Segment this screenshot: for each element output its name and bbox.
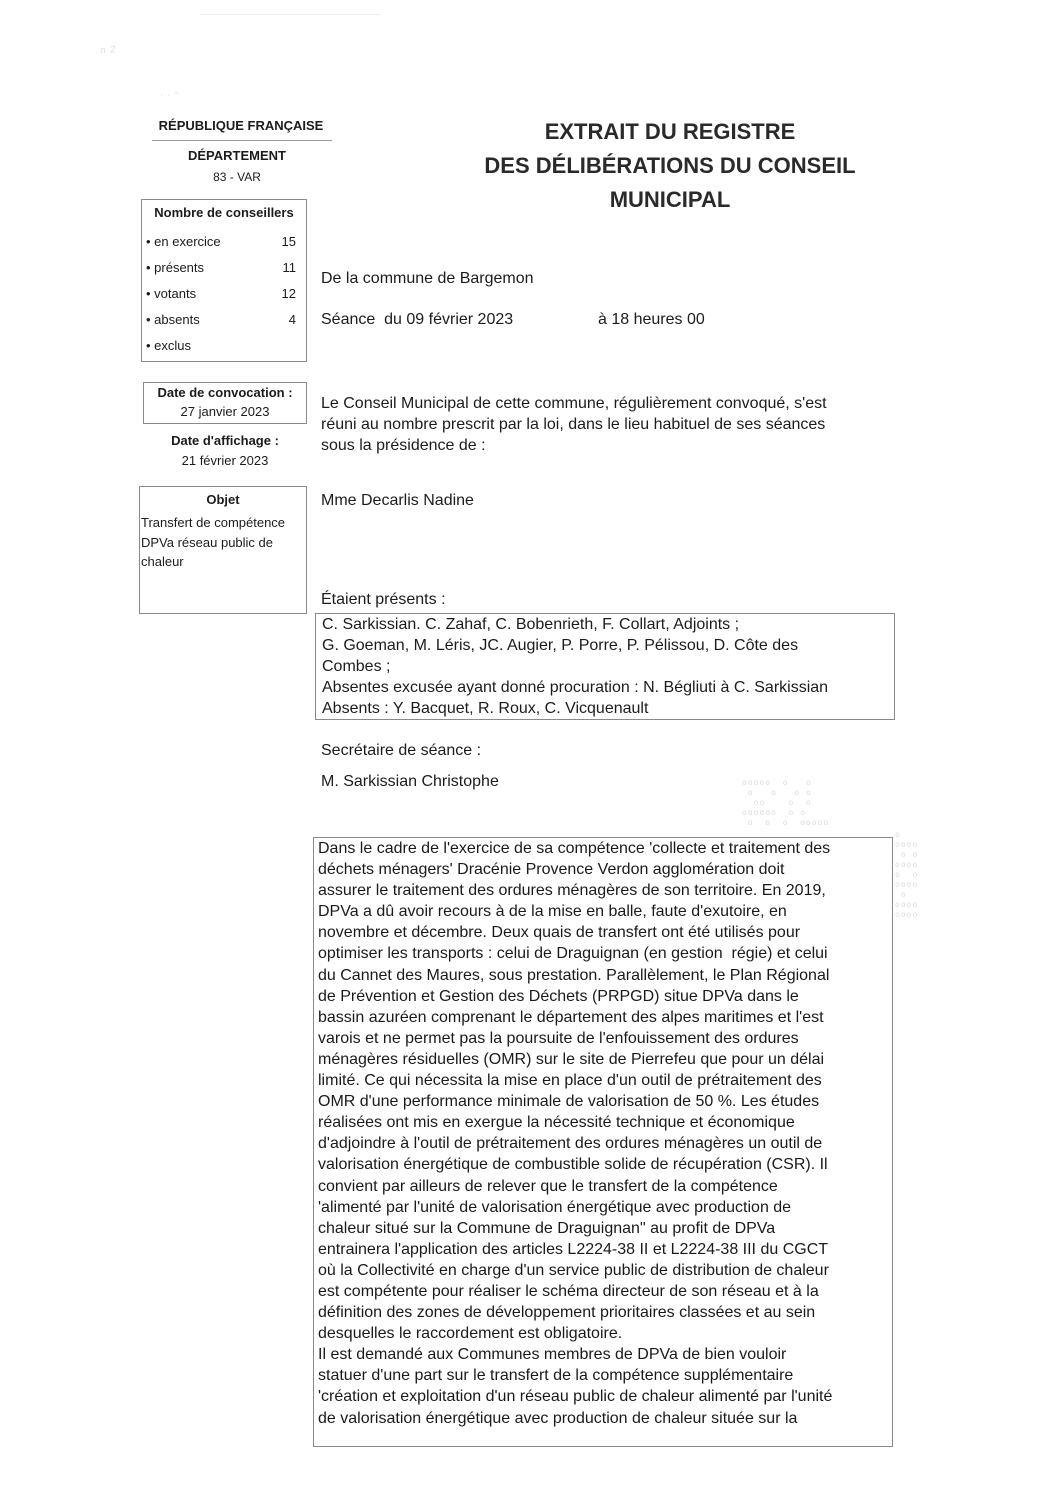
deliberation-line: est compétente pour réaliser le schéma directeur de son réseau et à la — [318, 1282, 819, 1300]
president-name: Mme Decarlis Nadine — [321, 492, 474, 509]
deliberation-line: limité. Ce qui nécessita la mise en place d'un outil de prétraitement des — [318, 1072, 822, 1090]
secretary-name: M. Sarkissian Christophe — [321, 773, 499, 790]
councillors-row-value: 11 — [282, 260, 296, 275]
deliberation-line: 'alimenté par l'unité de valorisation énergétique avec production de — [318, 1198, 792, 1216]
councillors-row-label: • absents — [146, 312, 200, 327]
deliberation-box — [313, 837, 893, 1447]
title-line: DES DÉLIBÉRATIONS DU CONSEIL — [484, 153, 856, 178]
councillors-row-value: 15 — [281, 234, 296, 249]
councillors-row-value: 4 — [288, 312, 296, 327]
attendance-box — [315, 613, 895, 720]
deliberation-line: entrainera l'application des articles L2224-38 II et L2224-38 III du CGCT — [318, 1240, 829, 1258]
attendance-line: Absentes excusée ayant donné procuration : N. Bégliuti à C. Sarkissian — [322, 679, 829, 696]
deliberation-line: bassin azuréen comprenant le département des alpes maritimes et l'est — [318, 1008, 824, 1026]
councillors-box — [141, 199, 307, 362]
posting-date-label: Date d'affichage : — [171, 433, 279, 448]
councillors-row-value: 12 — [281, 286, 296, 301]
subject-line: Transfert de compétence — [141, 515, 286, 530]
scan-artifact-dots: ooooo o o o o o o oo o o oooooo o o o o o ooooo — [742, 778, 830, 827]
deliberation-line: convient par ailleurs de relever que le transfert de la compétence — [318, 1177, 778, 1195]
deliberation-line: ménagères résiduelles (OMR) sur le site de Pierrefeu que pour un délai — [318, 1050, 825, 1068]
deliberation-line: de Prévention et Gestion des Déchets (PRPGD) situe DPVa dans le — [318, 987, 799, 1005]
subject-text — [141, 513, 307, 572]
deliberation-line: statuer d'une part sur le transfert de la compétence supplémentaire — [318, 1367, 794, 1385]
convocation-date-label: Date de convocation : — [157, 385, 293, 400]
deliberation-line: novembre et décembre. Deux quais de transfert ont été utilisés pour — [318, 924, 801, 942]
deliberation-line: définition des zones de développement prioritaires classées et au sein — [318, 1304, 816, 1322]
attendance-line: Combes ; — [322, 658, 391, 675]
deliberation-line: assurer le traitement des ordures ménagères de son territoire. En 2019, — [318, 882, 826, 900]
secretary-label: Secrétaire de séance : — [321, 742, 482, 759]
subject-box — [139, 486, 307, 614]
title-line: EXTRAIT DU REGISTRE — [544, 119, 796, 144]
intro-line: Le Conseil Municipal de cette commune, régulièrement convoqué, s'est — [321, 395, 827, 412]
deliberation-line: réalisées ont mis en exergue la nécessité technique et économique — [318, 1114, 795, 1132]
scan-artifact-dots: o oooo o o oooo o o oooo o oooo oooo — [895, 830, 919, 919]
deliberation-line: Dans le cadre de l'exercice de sa compétence 'collecte et traitement des — [318, 840, 831, 857]
document-title — [390, 115, 950, 217]
attendance-line: C. Sarkissian. C. Zahaf, C. Bobenrieth, F. Collart, Adjoints ; — [322, 616, 740, 633]
deliberation-line: déchets ménagers' Dracénie Provence Verdon agglomération doit — [318, 861, 785, 879]
scan-artifact-line — [200, 14, 380, 15]
councillors-heading: Nombre de conseillers — [154, 205, 294, 220]
divider — [152, 140, 332, 141]
councillors-row-label: • votants — [146, 286, 197, 301]
deliberation-line: desquelles le raccordement est obligatoire. — [318, 1325, 623, 1343]
deliberation-line: varois et ne permet pas la poursuite de l'enfouissement des ordures — [318, 1029, 799, 1047]
deliberation-line: où la Collectivité en charge d'un service public de distribution de chaleur — [318, 1261, 829, 1279]
deliberation-line: valorisation énergétique de combustible solide de récupération (CSR). Il — [318, 1156, 828, 1174]
subject-line: chaleur — [141, 554, 184, 569]
attendance-line: Absents : Y. Bacquet, R. Roux, C. Vicquenault — [322, 700, 649, 717]
councillors-row-label: • présents — [146, 260, 205, 275]
department-value: 83 - VAR — [213, 170, 261, 184]
commune-name: De la commune de Bargemon — [321, 270, 534, 287]
intro-line: réuni au nombre prescrit par la loi, dans le lieu habituel de ses séances — [321, 416, 826, 433]
convocation-date-value: 27 janvier 2023 — [180, 404, 270, 419]
subject-heading: Objet — [206, 492, 240, 507]
department-label: DÉPARTEMENT — [188, 148, 286, 163]
deliberation-text — [318, 838, 892, 1429]
present-label: Étaient présents : — [321, 591, 446, 608]
intro-paragraph — [321, 393, 901, 456]
scan-artifact-mark: ⁿ ² — [100, 44, 116, 61]
deliberation-line: OMR d'une performance minimale de valorisation de 50 %. Les études — [318, 1093, 820, 1111]
subject-line: DPVa réseau public de — [141, 534, 274, 550]
councillors-row-label: • en exercice — [146, 234, 221, 249]
deliberation-line: de valorisation énergétique avec production de chaleur située sur la — [318, 1409, 798, 1427]
deliberation-line: optimiser les transports : celui de Draguignan (en gestion régie) et celui — [318, 945, 828, 963]
deliberation-line: du Cannet des Maures, sous prestation. Parallèlement, le Plan Régional — [318, 966, 830, 984]
councillors-row-label: • exclus — [146, 338, 192, 353]
scan-artifact-mark: · · ⁼ — [160, 89, 180, 101]
posting-date-value: 21 février 2023 — [181, 453, 269, 468]
attendance-line: G. Goeman, M. Léris, JC. Augier, P. Porre, P. Pélissou, D. Côte des — [322, 637, 799, 654]
title-line: MUNICIPAL — [609, 187, 731, 212]
session-time: à 18 heures 00 — [598, 311, 705, 328]
convocation-date-box — [143, 382, 307, 424]
deliberation-line: Il est demandé aux Communes membres de DPVa de bien vouloir — [318, 1346, 787, 1364]
deliberation-line: chaleur situé sur la Commune de Draguignan" au profit de DPVa — [318, 1219, 776, 1237]
intro-line: sous la présidence de : — [321, 437, 486, 454]
deliberation-line: DPVa a dû avoir recours à de la mise en balle, faute d'exutoire, en — [318, 903, 787, 921]
deliberation-line: d'adjoindre à l'outil de prétraitement des ordures ménagères un outil de — [318, 1135, 823, 1153]
republic-label: RÉPUBLIQUE FRANÇAISE — [158, 118, 324, 133]
deliberation-line: 'création et exploitation d'un réseau public de chaleur alimenté par l'unité — [318, 1388, 833, 1406]
session-date: Séance du 09 février 2023 — [321, 311, 514, 328]
